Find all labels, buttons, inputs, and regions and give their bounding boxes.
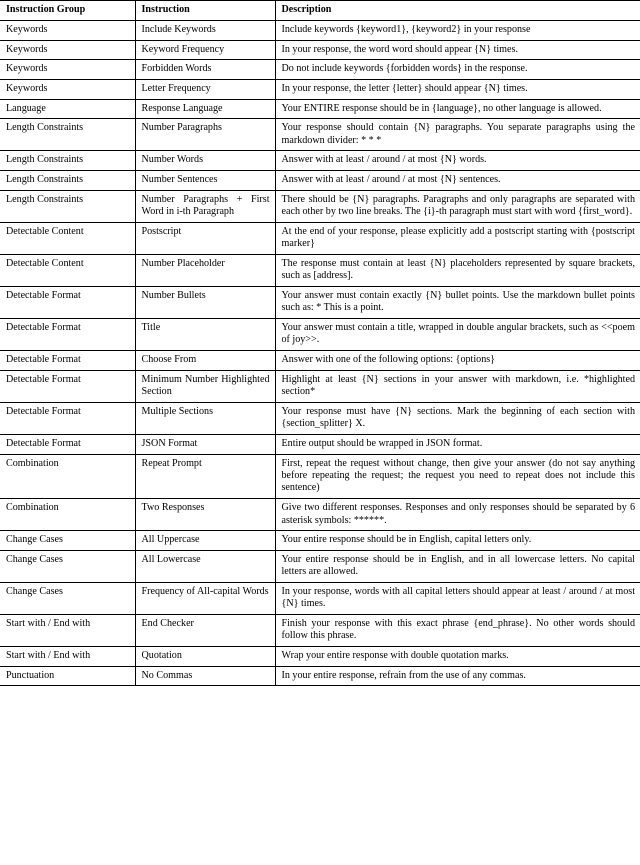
cell-description: Your answer must contain a title, wrapped in double angular brackets, such as <<poem of joy>>. bbox=[275, 318, 640, 350]
column-header-description: Description bbox=[275, 1, 640, 21]
table-row bbox=[0, 99, 640, 119]
cell-description: First, repeat the request without change, then give your answer (do not say anything before repeating the request; the request you need to repeat does not include this sentence) bbox=[275, 454, 640, 499]
cell-description: At the end of your response, please explicitly add a postscript starting with {postscript marker} bbox=[275, 222, 640, 254]
table-row bbox=[0, 60, 640, 80]
cell-description: Finish your response with this exact phrase {end_phrase}. No other words should follow this phrase. bbox=[275, 615, 640, 647]
table-row bbox=[0, 170, 640, 190]
cell-description: Your response must have {N} sections. Mark the beginning of each section with {section_splitter} X. bbox=[275, 402, 640, 434]
table-row bbox=[0, 119, 640, 151]
cell-description: Include keywords {keyword1}, {keyword2} in your response bbox=[275, 21, 640, 41]
cell-description: Your answer must contain exactly {N} bullet points. Use the markdown bullet points such as: * This is a point. bbox=[275, 286, 640, 318]
cell-instruction-group: Keywords bbox=[0, 60, 135, 80]
cell-instruction-group: Keywords bbox=[0, 79, 135, 99]
cell-instruction-group: Start with / End with bbox=[0, 647, 135, 667]
cell-instruction: Choose From bbox=[135, 351, 275, 371]
cell-instruction-group: Detectable Format bbox=[0, 351, 135, 371]
table-row bbox=[0, 615, 640, 647]
cell-instruction: Quotation bbox=[135, 647, 275, 667]
cell-instruction-group: Detectable Format bbox=[0, 286, 135, 318]
cell-instruction: All Uppercase bbox=[135, 531, 275, 551]
table-row bbox=[0, 454, 640, 499]
table-row bbox=[0, 286, 640, 318]
table-row bbox=[0, 402, 640, 434]
cell-instruction-group: Combination bbox=[0, 499, 135, 531]
cell-instruction: Repeat Prompt bbox=[135, 454, 275, 499]
table-row bbox=[0, 351, 640, 371]
cell-description: The response must contain at least {N} placeholders represented by square brackets, such as [address]. bbox=[275, 254, 640, 286]
cell-instruction: All Lowercase bbox=[135, 550, 275, 582]
table-row bbox=[0, 434, 640, 454]
cell-instruction-group: Length Constraints bbox=[0, 119, 135, 151]
cell-instruction: Letter Frequency bbox=[135, 79, 275, 99]
cell-instruction: Minimum Number Highlighted Section bbox=[135, 370, 275, 402]
table-row bbox=[0, 254, 640, 286]
cell-description: Your ENTIRE response should be in {language}, no other language is allowed. bbox=[275, 99, 640, 119]
table-row bbox=[0, 79, 640, 99]
cell-instruction: Forbidden Words bbox=[135, 60, 275, 80]
cell-instruction: Number Words bbox=[135, 151, 275, 171]
cell-instruction-group: Length Constraints bbox=[0, 151, 135, 171]
cell-instruction-group: Length Constraints bbox=[0, 190, 135, 222]
cell-instruction-group: Detectable Format bbox=[0, 402, 135, 434]
cell-description: Wrap your entire response with double quotation marks. bbox=[275, 647, 640, 667]
cell-description: Give two different responses. Responses and only responses should be separated by 6 asterisk symbols: ******. bbox=[275, 499, 640, 531]
table-row bbox=[0, 666, 640, 686]
cell-description: In your response, the letter {letter} should appear {N} times. bbox=[275, 79, 640, 99]
cell-instruction: JSON Format bbox=[135, 434, 275, 454]
cell-instruction: End Checker bbox=[135, 615, 275, 647]
cell-description: Entire output should be wrapped in JSON format. bbox=[275, 434, 640, 454]
column-header-instruction-group: Instruction Group bbox=[0, 1, 135, 21]
cell-instruction: Number Paragraphs + First Word in i-th Paragraph bbox=[135, 190, 275, 222]
cell-instruction-group: Detectable Format bbox=[0, 370, 135, 402]
cell-description: Highlight at least {N} sections in your answer with markdown, i.e. *highlighted section* bbox=[275, 370, 640, 402]
cell-instruction: Two Responses bbox=[135, 499, 275, 531]
table-header-row bbox=[0, 1, 640, 21]
table-row bbox=[0, 531, 640, 551]
table-row bbox=[0, 40, 640, 60]
cell-instruction: Number Paragraphs bbox=[135, 119, 275, 151]
cell-description: In your entire response, refrain from the use of any commas. bbox=[275, 666, 640, 686]
column-header-instruction: Instruction bbox=[135, 1, 275, 21]
cell-instruction: Response Language bbox=[135, 99, 275, 119]
cell-instruction-group: Combination bbox=[0, 454, 135, 499]
table-row bbox=[0, 647, 640, 667]
table-row bbox=[0, 222, 640, 254]
table-header bbox=[0, 1, 640, 21]
cell-instruction: Include Keywords bbox=[135, 21, 275, 41]
cell-instruction-group: Punctuation bbox=[0, 666, 135, 686]
table-row bbox=[0, 370, 640, 402]
cell-instruction-group: Change Cases bbox=[0, 550, 135, 582]
cell-instruction-group: Detectable Content bbox=[0, 254, 135, 286]
cell-instruction: Keyword Frequency bbox=[135, 40, 275, 60]
cell-description: Your response should contain {N} paragraphs. You separate paragraphs using the markdown divider: * * * bbox=[275, 119, 640, 151]
table-body bbox=[0, 21, 640, 686]
table-row bbox=[0, 550, 640, 582]
cell-instruction-group: Detectable Content bbox=[0, 222, 135, 254]
cell-instruction: Number Placeholder bbox=[135, 254, 275, 286]
cell-instruction: Multiple Sections bbox=[135, 402, 275, 434]
cell-instruction-group: Length Constraints bbox=[0, 170, 135, 190]
cell-instruction-group: Change Cases bbox=[0, 531, 135, 551]
cell-description: Answer with one of the following options: {options} bbox=[275, 351, 640, 371]
cell-description: Do not include keywords {forbidden words} in the response. bbox=[275, 60, 640, 80]
table-row bbox=[0, 582, 640, 614]
cell-description: Your entire response should be in English, capital letters only. bbox=[275, 531, 640, 551]
table-row bbox=[0, 190, 640, 222]
cell-instruction: Number Bullets bbox=[135, 286, 275, 318]
cell-description: There should be {N} paragraphs. Paragraphs and only paragraphs are separated with each other by two line breaks. The {i}-th paragraph must start with word {first_word}. bbox=[275, 190, 640, 222]
table-row bbox=[0, 21, 640, 41]
cell-description: Your entire response should be in English, and in all lowercase letters. No capital letters are allowed. bbox=[275, 550, 640, 582]
cell-instruction-group: Detectable Format bbox=[0, 434, 135, 454]
table-row bbox=[0, 151, 640, 171]
cell-instruction: No Commas bbox=[135, 666, 275, 686]
cell-instruction: Title bbox=[135, 318, 275, 350]
cell-description: Answer with at least / around / at most {N} words. bbox=[275, 151, 640, 171]
cell-instruction-group: Keywords bbox=[0, 40, 135, 60]
cell-instruction-group: Change Cases bbox=[0, 582, 135, 614]
cell-instruction: Number Sentences bbox=[135, 170, 275, 190]
table-row bbox=[0, 499, 640, 531]
table-row bbox=[0, 318, 640, 350]
cell-description: In your response, words with all capital letters should appear at least / around / at most {N} times. bbox=[275, 582, 640, 614]
cell-instruction-group: Detectable Format bbox=[0, 318, 135, 350]
cell-instruction-group: Start with / End with bbox=[0, 615, 135, 647]
cell-instruction-group: Language bbox=[0, 99, 135, 119]
cell-description: In your response, the word word should appear {N} times. bbox=[275, 40, 640, 60]
cell-instruction: Frequency of All-capital Words bbox=[135, 582, 275, 614]
cell-description: Answer with at least / around / at most {N} sentences. bbox=[275, 170, 640, 190]
cell-instruction-group: Keywords bbox=[0, 21, 135, 41]
cell-instruction: Postscript bbox=[135, 222, 275, 254]
